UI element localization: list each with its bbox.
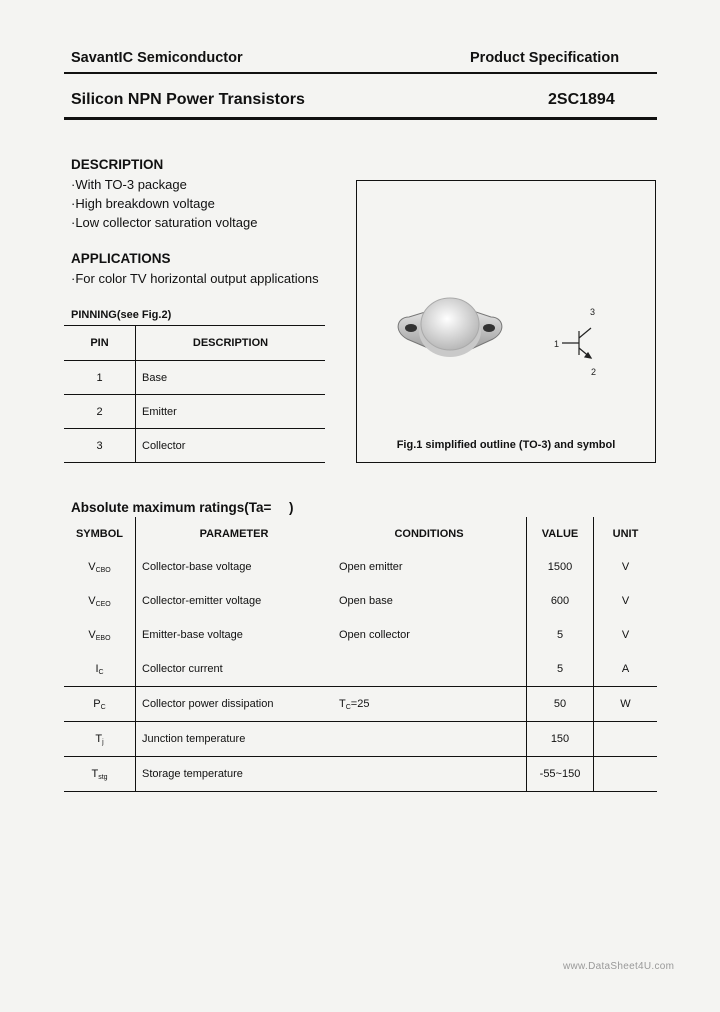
ratings-title (71, 500, 293, 515)
unit-cell (594, 757, 658, 792)
company-name: SavantIC Semiconductor (71, 50, 243, 66)
symbol-header: SYMBOL (64, 517, 136, 550)
table-row (64, 757, 657, 792)
header-rule (64, 72, 657, 74)
symbol-cell: $V_{CEO}$ (64, 584, 136, 618)
pinning-title: PINNING(see Fig.2) (71, 309, 172, 321)
value-cell: 50 (527, 687, 594, 722)
unit-cell: A (621, 663, 630, 675)
pin-header: PIN (64, 326, 136, 361)
parameter-cell: Junction temperature (136, 722, 333, 757)
symbol-cell: $T_{stg}$ (64, 757, 136, 792)
description-item: ·Low collector saturation voltage (71, 215, 258, 230)
ratings-title-end: ) (288, 500, 294, 515)
conditions-cell (332, 722, 527, 757)
conditions-cell: Open collector (332, 618, 527, 652)
table-row (64, 687, 657, 722)
table-row (64, 584, 657, 618)
collector-pin-label: 3 (590, 307, 596, 317)
pin-number: 1 (64, 361, 136, 395)
title-rule (64, 117, 657, 120)
symbol-cell: $I_C$ (64, 652, 136, 687)
parameter-cell: Collector-base voltage (142, 561, 252, 573)
value-header: VALUE (527, 517, 594, 550)
pinning-header-row (64, 326, 325, 361)
table-row (64, 652, 657, 687)
description-title: DESCRIPTION (71, 157, 164, 172)
pin-number: 3 (64, 429, 136, 463)
table-row (64, 429, 325, 463)
pin-description: Collector (136, 429, 326, 463)
symbol-cell: $T_j$ (64, 722, 136, 757)
ratings-header-row (64, 517, 657, 550)
description-header: DESCRIPTION (136, 326, 326, 361)
pin-description: Base (136, 361, 326, 395)
unit-cell: W (594, 687, 658, 722)
conditions-cell: $T_C=25$ (332, 687, 527, 722)
to3-package-drawing (398, 298, 502, 357)
base-pin-label: 1 (554, 339, 560, 349)
unit-cell: V (621, 629, 630, 641)
pin-number: 2 (64, 395, 136, 429)
applications-title: APPLICATIONS (71, 251, 171, 266)
figure-caption: Fig.1 simplified outline (TO-3) and symbol (396, 439, 616, 451)
description-item: ·High breakdown voltage (71, 196, 215, 211)
applications-item: ·For color TV horizontal output applications (71, 271, 319, 286)
parameter-cell: Storage temperature (136, 757, 333, 792)
conditions-cell: Open base (332, 584, 527, 618)
parameter-cell: Emitter-base voltage (142, 629, 243, 641)
parameter-cell: Collector current (142, 663, 223, 675)
value-cell: 5 (527, 618, 594, 652)
table-row (64, 395, 325, 429)
part-number: 2SC1894 (548, 91, 615, 108)
unit-header: UNIT (612, 527, 639, 540)
value-cell: 1500 (527, 550, 594, 584)
conditions-cell (332, 757, 527, 792)
ratings-table (64, 517, 657, 792)
description-item: ·With TO-3 package (71, 177, 187, 192)
unit-cell: V (621, 561, 630, 573)
pinning-table (64, 325, 325, 463)
parameter-cell: Collector-emitter voltage (142, 595, 262, 607)
table-row (64, 722, 657, 757)
parameter-cell: Collector power dissipation (136, 687, 333, 722)
unit-cell: V (621, 595, 630, 607)
table-row (64, 361, 325, 395)
pin-description: Emitter (136, 395, 326, 429)
value-cell: 5 (527, 652, 594, 687)
table-row (64, 618, 657, 652)
table-row (64, 550, 657, 584)
npn-transistor-symbol (562, 328, 591, 358)
symbol-cell: $V_{CBO}$ (64, 550, 136, 584)
conditions-cell: Open emitter (332, 550, 527, 584)
emitter-pin-label: 2 (591, 367, 597, 377)
ratings-title-text: Absolute maximum ratings(Ta= (71, 500, 272, 515)
value-cell: 150 (527, 722, 594, 757)
figure-drawing (357, 181, 655, 462)
parameter-header: PARAMETER (199, 527, 269, 540)
product-line: Silicon NPN Power Transistors (71, 91, 305, 108)
value-cell: -55~150 (527, 757, 594, 792)
figure-box (356, 180, 656, 463)
watermark: www.DataSheet4U.com (563, 961, 675, 972)
symbol-cell: $P_C$ (64, 687, 136, 722)
document-type: Product Specification (470, 50, 620, 66)
value-cell: 600 (527, 584, 594, 618)
unit-cell (594, 722, 658, 757)
conditions-cell (332, 652, 527, 687)
conditions-header: CONDITIONS (332, 517, 527, 550)
symbol-cell: $V_{EBO}$ (64, 618, 136, 652)
